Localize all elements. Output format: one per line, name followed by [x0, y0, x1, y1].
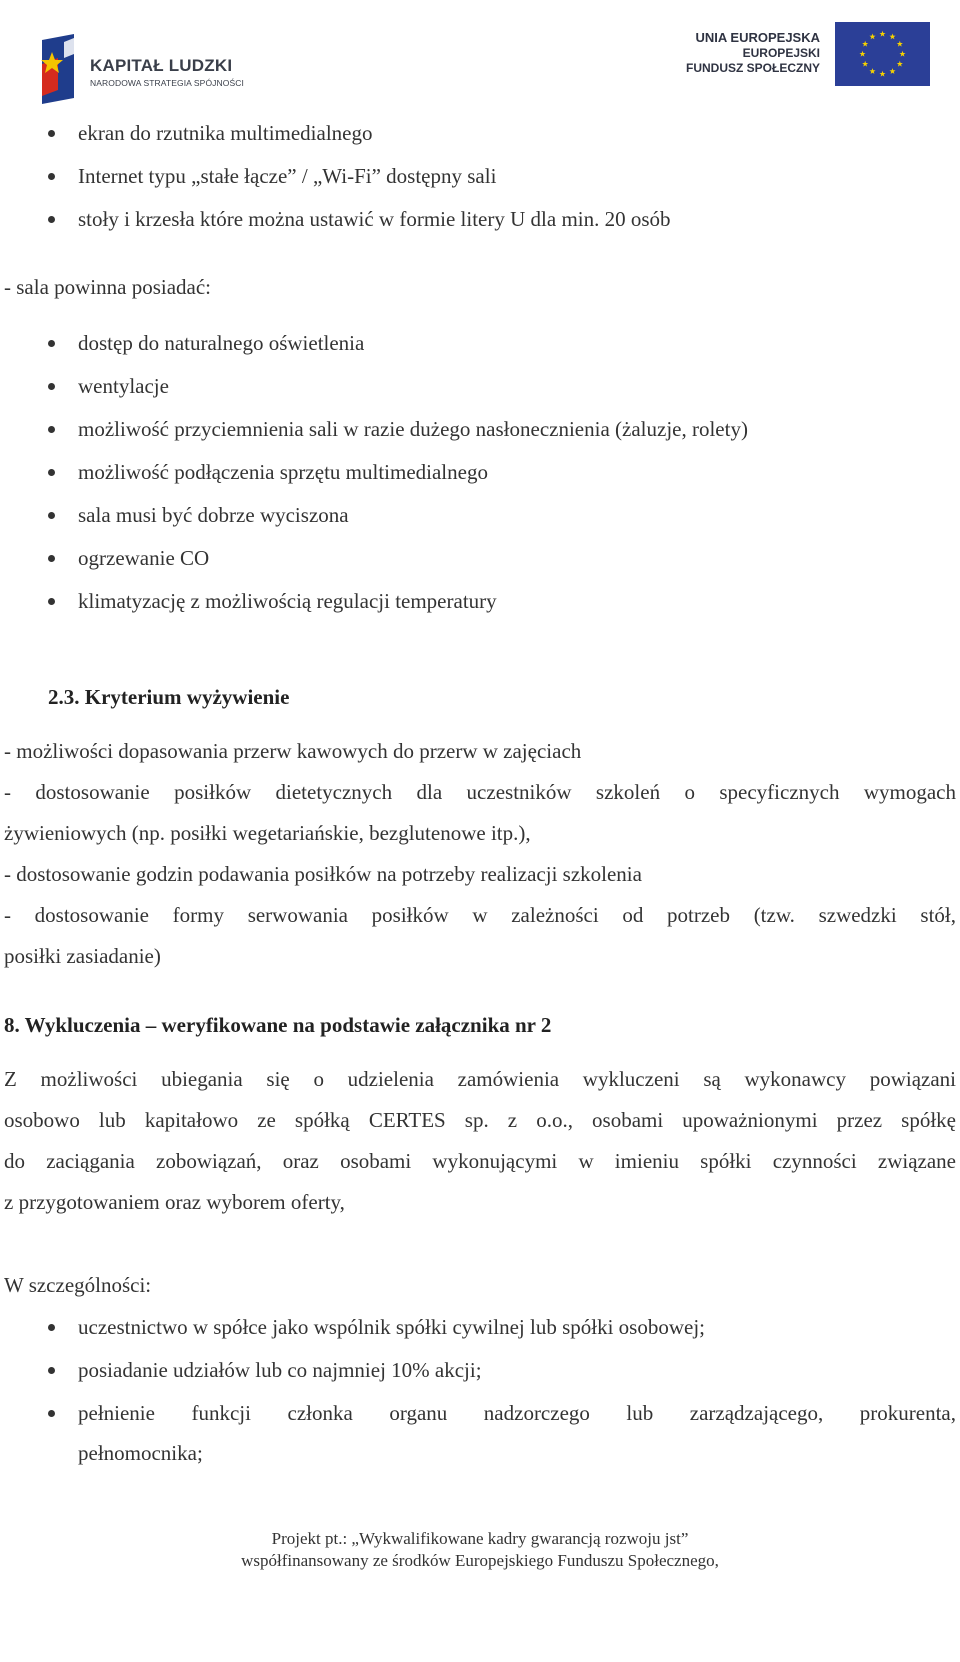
- section-2-3-line: - dostosowanie godzin podawania posiłków na potrzeby realizacji szkolenia: [4, 862, 642, 886]
- list-item: klimatyzację z możliwością regulacji temperatury: [78, 589, 497, 613]
- kapital-ludzki-name: KAPITAŁ LUDZKI: [90, 56, 233, 75]
- section-2-3-line: żywieniowych (np. posiłki wegetariańskie, bezglutenowe itp.),: [4, 821, 531, 845]
- list-item: dostęp do naturalnego oświetlenia: [78, 331, 365, 355]
- section-8-paragraph-line: Z możliwości ubiegania się o udzielenia zamówienia wykluczeni są wykonawcy powiązani: [4, 1067, 956, 1091]
- list-item-continuation: pełnomocnika;: [78, 1441, 203, 1465]
- section-8-heading: 8. Wykluczenia – weryfikowane na podstawie załącznika nr 2: [4, 1013, 552, 1037]
- eu-flag-icon: [835, 22, 930, 86]
- section-2-3-line: posiłki zasiadanie): [4, 944, 161, 968]
- eu-logo-line3: FUNDUSZ SPOŁECZNY: [685, 61, 820, 76]
- section-2-3-heading: 2.3. Kryterium wyżywienie: [48, 685, 290, 709]
- section-8-paragraph-line: z przygotowaniem oraz wyborem oferty,: [4, 1190, 345, 1214]
- list-item: stoły i krzesła które można ustawić w formie litery U dla min. 20 osób: [78, 207, 671, 231]
- footer-line2: współfinansowany ze środków Europejskiego Funduszu Społecznego,: [241, 1551, 719, 1570]
- section-2-3-line: - dostosowanie posiłków dietetycznych dla uczestników szkoleń o specyficznych wymogach: [4, 780, 956, 804]
- list-item: wentylacje: [78, 374, 169, 398]
- eu-efs-logo: [680, 22, 930, 88]
- list-item: uczestnictwo w spółce jako wspólnik spółki cywilnej lub spółki osobowej;: [78, 1315, 706, 1339]
- list-item: sala musi być dobrze wyciszona: [78, 503, 349, 527]
- eu-logo-text: [686, 30, 820, 76]
- kapital-ludzki-flag-icon: [38, 34, 78, 104]
- list-item: pełnienie funkcji członka organu nadzorczego lub zarządzającego, prokurenta,: [78, 1401, 956, 1425]
- section-8-paragraph-line: osobowo lub kapitałowo ze spółką CERTES sp. z o.o., osobami upoważnionymi przez spółkę: [4, 1108, 956, 1132]
- list-item: Internet typu „stałe łącze” / „Wi-Fi” dostępny sali: [78, 164, 497, 188]
- section-2-3-line: - dostosowanie formy serwowania posiłków w zależności od potrzeb (tzw. szwedzki stół,: [4, 903, 956, 927]
- eu-logo-line2: EUROPEJSKI: [742, 46, 820, 61]
- list-item: posiadanie udziałów lub co najmniej 10% akcji;: [78, 1358, 482, 1382]
- list-item: ekran do rzutnika multimedialnego: [78, 121, 373, 145]
- eu-logo-line1: UNIA EUROPEJSKA: [695, 30, 820, 45]
- list-item: możliwość przyciemnienia sali w razie dużego nasłonecznienia (żaluzje, rolety): [78, 417, 748, 441]
- page-header: [0, 0, 960, 110]
- kapital-ludzki-logo: [38, 34, 258, 104]
- footer-line1: Projekt pt.: „Wykwalifikowane kadry gwarancją rozwoju jst”: [271, 1529, 689, 1548]
- kapital-ludzki-subtitle: NARODOWA STRATEGIA SPÓJNOŚCI: [90, 78, 244, 88]
- sala-intro: - sala powinna posiadać:: [4, 275, 212, 299]
- w-szczegolnosci-label: W szczególności:: [4, 1273, 152, 1297]
- section-2-3-line: - możliwości dopasowania przerw kawowych do przerw w zajęciach: [4, 739, 582, 763]
- list-item: możliwość podłączenia sprzętu multimedialnego: [78, 460, 488, 484]
- list-item: ogrzewanie CO: [78, 546, 210, 570]
- section-8-paragraph-line: do zaciągania zobowiązań, oraz osobami wykonującymi w imieniu spółki czynności związane: [4, 1149, 956, 1173]
